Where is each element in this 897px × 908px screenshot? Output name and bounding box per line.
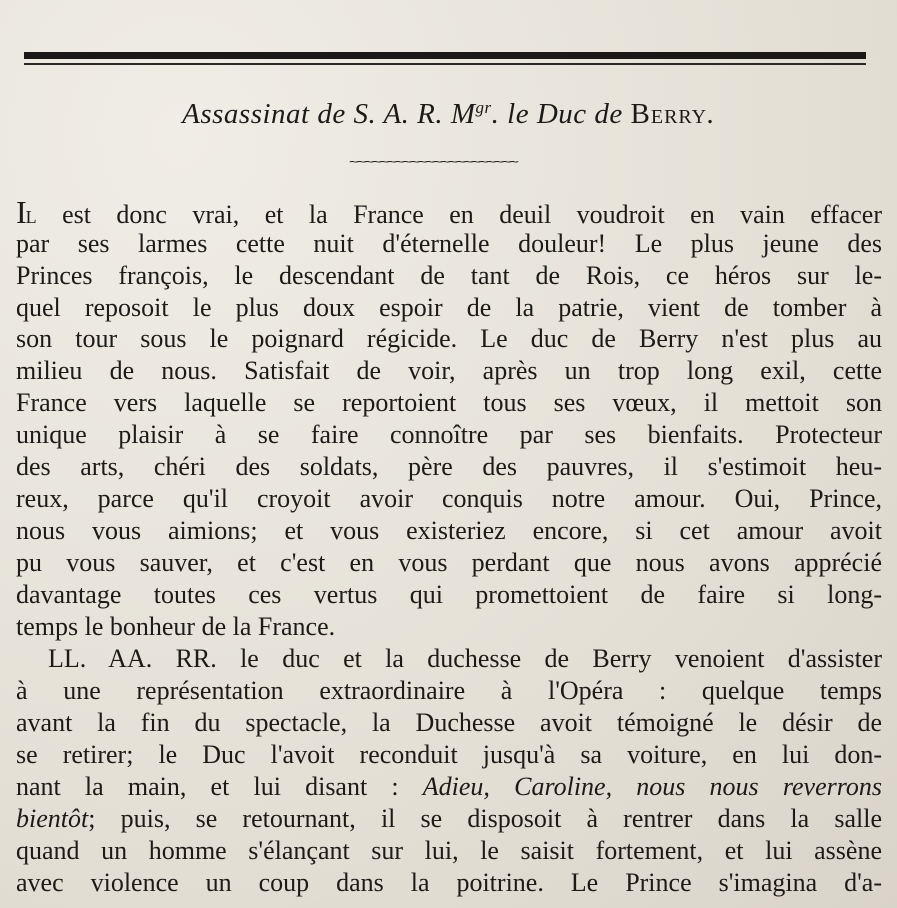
p2-line-3: avant la fin du spectacle, la Duchesse avoit témoigné le désir de <box>16 708 882 737</box>
p1-line-5: son tour sous le poignard régicide. Le duc de Berry n'est plus au <box>16 324 882 353</box>
p1-line-10: reux, parce qu'il croyoit avoir conquis notre amour. Oui, Prince, <box>16 484 882 513</box>
top-rule-thick <box>24 52 866 59</box>
title-middle: . le Duc de <box>491 98 631 130</box>
p1-line-1: IL est donc vrai, et la France en deuil voudroit en vain effacer <box>16 194 882 230</box>
p1-line-11: nous vous aimions; et vous existeriez encore, si cet amour avoit <box>16 516 882 545</box>
p1-line-9: des arts, chéri des soldats, père des pauvres, il s'estimoit heu- <box>16 452 882 481</box>
p1-line-8: unique plaisir à se faire connoître par ses bienfaits. Protecteur <box>16 420 882 449</box>
p1-line-7: France vers laquelle se reportoient tous ses vœux, il mettoit son <box>16 388 882 417</box>
p2-line-2: à une représentation extraordinaire à l'Opéra : quelque temps <box>16 676 882 705</box>
article-title <box>0 98 897 131</box>
top-rule-thin <box>24 63 866 65</box>
p2-line-5: nant la main, et lui disant : Adieu, Caroline, nous nous reverrons <box>16 772 883 801</box>
title-smallcaps: Berry <box>630 98 708 130</box>
p2-line-6: bientôt; puis, se retournant, il se disposoit à rentrer dans la salle <box>16 804 882 833</box>
p2-line-1: LL. AA. RR. le duc et la duchesse de Berry venoient d'assister <box>48 644 882 673</box>
decorative-ornament: ~~~~~~~~~~~~~~~~~~~~~~ <box>349 157 517 167</box>
p1-line-3: Princes françois, le descendant de tant de Rois, ce héros sur le- <box>16 261 882 290</box>
small-cap: L <box>25 207 37 227</box>
p2-line-7: quand un homme s'élançant sur lui, le saisit fortement, et lui assène <box>16 836 882 865</box>
p1-line-13: davantage toutes ces vertus qui promettoient de faire si long- <box>16 580 882 609</box>
italic-quote: Adieu, Caroline, nous nous reverrons <box>422 772 883 801</box>
p1-line-4: quel reposoit le plus doux espoir de la patrie, vient de tomber à <box>16 293 882 322</box>
drop-cap: I <box>16 194 26 230</box>
title-end: . <box>707 98 715 130</box>
title-superscript: gr <box>475 98 492 117</box>
p1-line-2: par ses larmes cette nuit d'éternelle douleur! Le plus jeune des <box>16 229 882 258</box>
p1-line-14: temps le bonheur de la France. <box>16 612 336 641</box>
p2-line-4: se retirer; le Duc l'avoit reconduit jusqu'à sa voiture, en lui don- <box>16 740 882 769</box>
p1-line-12: pu vous sauver, et c'est en vous perdant que nous avons apprécié <box>16 548 882 577</box>
p2-line-8: avec violence un coup dans la poitrine. Le Prince s'imagina d'a- <box>16 868 882 897</box>
title-main: Assassinat de S. A. R. M <box>182 98 476 130</box>
p1-line-6: milieu de nous. Satisfait de voir, après un trop long exil, cette <box>16 356 882 385</box>
italic-quote-end: bientôt <box>16 804 89 833</box>
